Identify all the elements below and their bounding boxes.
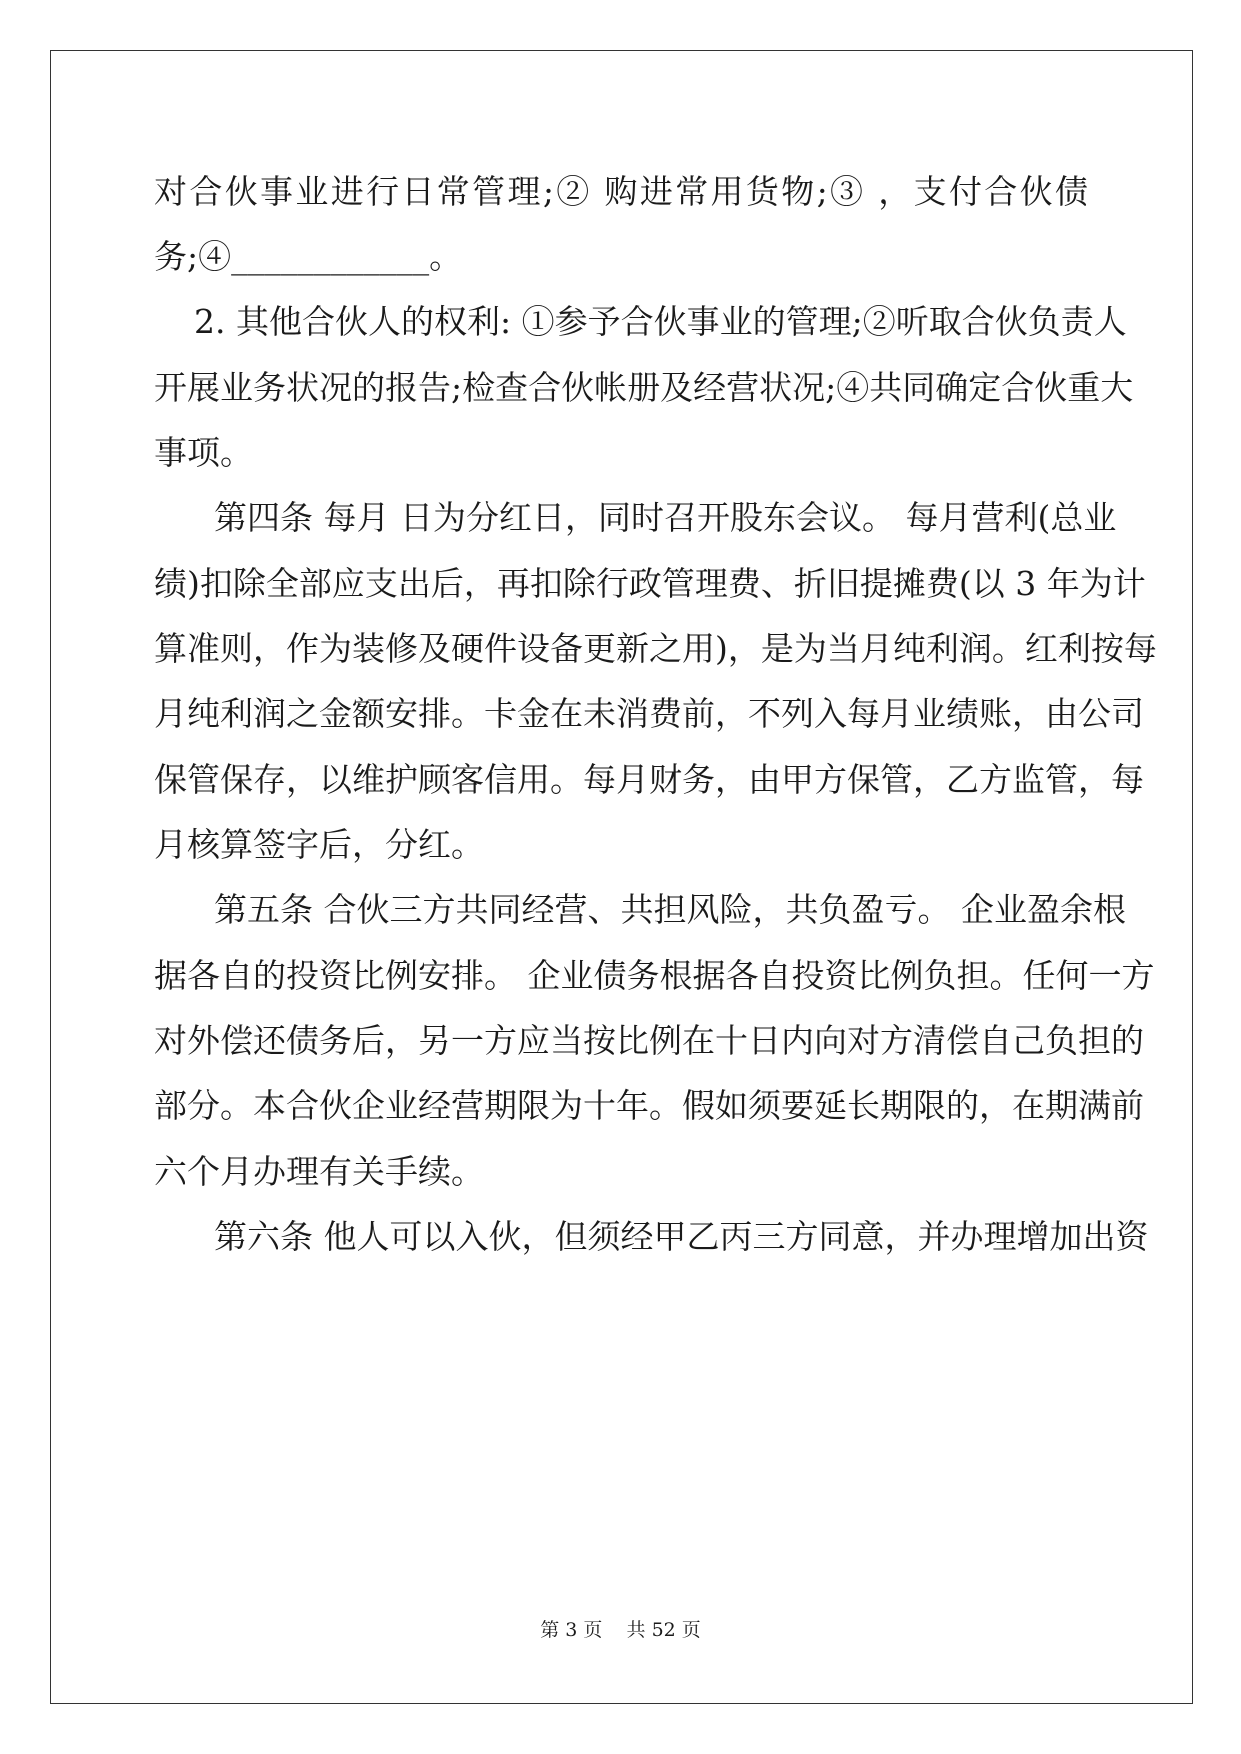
text-line: 保管保存，以维护顾客信用。每月财务，由甲方保管，乙方监管，每 xyxy=(154,760,1144,799)
text-line: 绩)扣除全部应支出后，再扣除行政管理费、折旧提摊费(以 3 年为计 xyxy=(154,564,1146,603)
text-line: 事项。 xyxy=(154,433,253,472)
text-line: 2. 其他合伙人的权利: ①参予合伙事业的管理;②听取合伙负责人 xyxy=(194,302,1127,341)
text-line: 务;④____________。 xyxy=(154,237,463,276)
text-line: 第五条 合伙三方共同经营、共担风险，共负盈亏。 企业盈余根 xyxy=(214,890,1126,929)
text-line: 六个月办理有关手续。 xyxy=(154,1152,484,1191)
text-line: 月纯利润之金额安排。卡金在未消费前，不列入每月业绩账，由公司 xyxy=(154,694,1144,733)
text-line: 第四条 每月 日为分红日，同时召开股东会议。 每月营利(总业 xyxy=(214,498,1117,537)
text-line: 对合伙事业进行日常管理;② 购进常用货物;③ ，支付合伙债 xyxy=(154,172,1088,211)
text-line: 部分。本合伙企业经营期限为十年。假如须要延长期限的，在期满前 xyxy=(154,1086,1144,1125)
text-line: 据各自的投资比例安排。 企业债务根据各自投资比例负担。任何一方 xyxy=(154,956,1155,995)
page-number: 第 3 页 共 52 页 xyxy=(540,1619,701,1641)
text-line: 第六条 他人可以入伙，但须经甲乙丙三方同意，并办理增加出资 xyxy=(214,1217,1149,1256)
text-line: 月核算签字后，分红。 xyxy=(154,825,484,864)
text-line: 开展业务状况的报告;检查合伙帐册及经营状况;④共同确定合伙重大 xyxy=(154,368,1134,407)
text-line: 算准则，作为装修及硬件设备更新之用)，是为当月纯利润。红利按每 xyxy=(154,629,1157,668)
page-border xyxy=(50,50,1193,1704)
text-line: 对外偿还债务后，另一方应当按比例在十日内向对方清偿自己负担的 xyxy=(154,1021,1144,1060)
